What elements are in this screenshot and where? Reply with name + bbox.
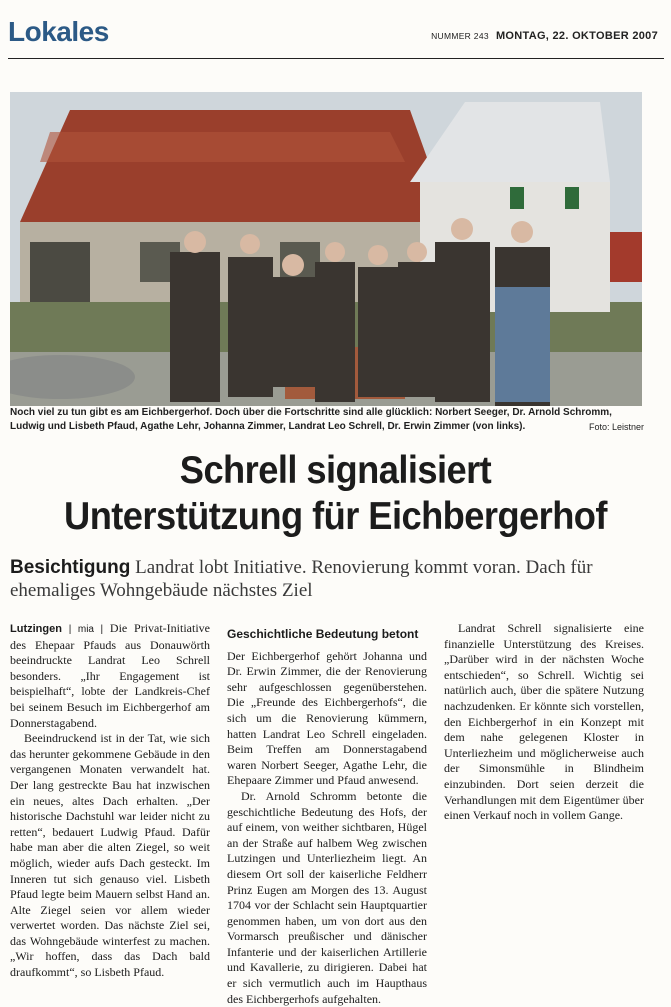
paragraph-2: Beeindruckend ist in der Tat, wie sich das herunter gekommene Gebäude in den vergangenen Monaten verwandelt hat. Der lang gestreckte Bau hat inzwischen ein neues, altes Dach erhalten. „Der historische Dachstuhl war leider nicht zu retten“, bedauert Ludwig Pfaud. Dafür habe man aber die alten Ziegel, so weit möglich, wieder aufs Dach gesteckt. Im Inneren tut sich genauso viel. Lisbeth Pfaud legte beim Mauern selbst Hand an. Alte Ziegel seien vor allem wieder verwertet worden. Das nächste Ziel sei, das Wohngebäude winterfest zu machen. „Wir hoffen, dass das Dach bald draufkommt“, so Lisbeth Pfaud.	[10, 731, 210, 980]
article-subheadline	[10, 556, 650, 602]
article-column-3	[444, 621, 644, 824]
paragraph-3: Der Eichbergerhof gehört Johanna und Dr. Erwin Zimmer, die der Renovierung sehr aufgeschlossen gegenüberstehen. Die „Freunde des Eichbergerhofs“, die sich um die Renovierung kümmern, hatten Landrat Leo Schrell eingeladen. Beim Treffen am Donnerstagabend waren Norbert Seeger, Agathe Lehr, die Ehepaare Zimmer und Pfaud anwesend.	[227, 648, 427, 788]
article-column-2	[227, 621, 427, 1007]
issue-date: MONTAG, 22. OKTOBER 2007	[495, 30, 658, 42]
article-headline	[23, 448, 647, 540]
section-title: Lokales	[8, 16, 109, 47]
dateline: Lutzingen	[10, 623, 62, 635]
subhead-text: Landrat lobt Initiative. Renovierung kommt voran. Dach für ehemaliges Wohngebäude nächstes Ziel	[10, 557, 593, 601]
issue-info	[431, 30, 658, 42]
author-tag: | mia |	[68, 624, 104, 635]
kicker: Besichtigung	[10, 557, 131, 578]
paragraph-1-text: Die Privat-Initiative des Ehepaar Pfauds aus Donauwörth beeindruckte Landrat Leo Schrell besonders. „Ihr Engagement ist beispielhaft“, lobte der Landkreis-Chef bei seinem Besuch im Eichbergerhof am Donnerstagabend.	[10, 621, 211, 730]
paragraph-4: Dr. Arnold Schromm betonte die geschichtliche Bedeutung des Hofs, der auf einem, von weither sichtbaren, Hügel an der Straße auf halbem Weg zwischen Lutzingen und Unterliezheim liegt. An diesem Ort soll der kaiserliche Feldherr Prinz Eugen am Morgen des 13. August 1704 vor der Schlacht sein Hauptquartier genommen haben, um von dort aus den Vormarsch preußischer und dänischer Infanterie und der kaiserlichen Artillerie und Kavallerie, zu dirigieren. Dabei hat er sich vermutlich auch im Haupthaus des Eichbergerhofs aufgehalten.	[227, 788, 427, 1006]
section-subheading: Geschichtliche Bedeutung betont	[227, 627, 419, 641]
paragraph-5: Landrat Schrell signalisierte eine finanzielle Unterstützung des Kreises. „Darüber wird in der nächsten Woche entschieden“, so Schrell. Wichtig sei natürlich auch, über die spätere Nutzung nachzudenken. Er könnte sich vorstellen, den Eichbergerhof in ein Konzept mit dem nahe gelegenen Kloster in Unterliezheim und möglicherweise auch der Simonsmühle in Blindheim einzubinden. Dort seien derzeit die Verhandlungen mit dem Eigentümer über einen Verkauf noch in vollem Gange.	[444, 621, 644, 823]
caption-text: Noch viel zu tun gibt es am Eichbergerhof. Doch über die Fortschritte sind alle glücklich: Norbert Seeger, Dr. Arnold Schromm, Ludwig und Lisbeth Pfaud, Agathe Lehr, Johanna Zimmer, Landrat Leo Schrell, Dr. Erwin Zimmer (von links).	[10, 407, 612, 432]
issue-number: NUMMER 243	[431, 31, 489, 41]
paragraph-1	[10, 621, 210, 731]
page-header	[8, 14, 664, 59]
photo-illustration	[10, 92, 642, 406]
headline-line-2: Unterstützung für Eichbergerhof	[64, 495, 607, 538]
headline-line-1: Schrell signalisiert	[179, 449, 492, 492]
article-photo	[10, 92, 642, 406]
photo-caption	[10, 406, 644, 434]
photo-credit: Foto: Leistner	[588, 422, 644, 432]
article-column-1	[10, 621, 210, 981]
